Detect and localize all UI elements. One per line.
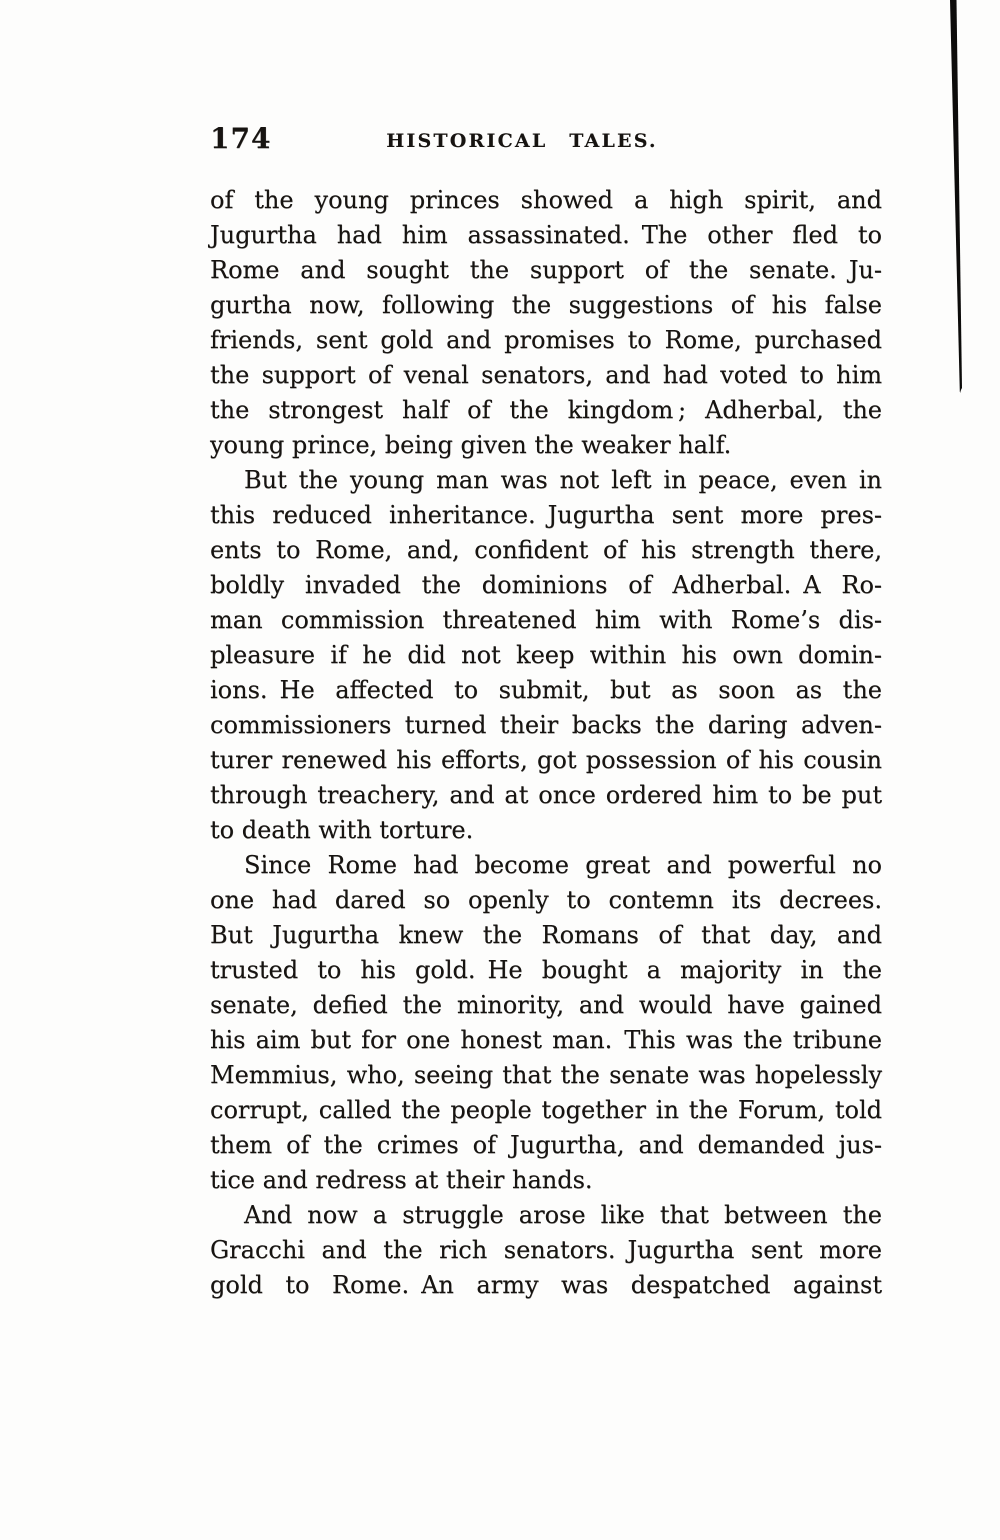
text-line: the support of venal senators, and had voted to him [210, 361, 882, 389]
text-line: corrupt, called the people together in the Forum, told [210, 1096, 882, 1124]
text-line: them of the crimes of Jugurtha, and demanded jus- [210, 1131, 882, 1159]
text-line: ions. He affected to submit, but as soon as the [210, 676, 882, 704]
text-line: ents to Rome, and, confident of his strength there, [210, 536, 882, 564]
text-line: turer renewed his efforts, got possession of his cousin [210, 746, 882, 774]
text-line: Jugurtha had him assassinated. The other fled to [210, 221, 882, 249]
text-line: trusted to his gold. He bought a majority in the [210, 956, 882, 984]
text-line: one had dared so openly to contemn its decrees. [210, 886, 882, 914]
text-line: young prince, being given the weaker half. [210, 431, 732, 459]
text-line: boldly invaded the dominions of Adherbal. A Ro- [210, 571, 882, 599]
text-line: man commission threatened him with Rome’s dis- [210, 606, 882, 634]
page-header [210, 122, 882, 158]
text-line: to death with torture. [210, 816, 474, 844]
text-line: pleasure if he did not keep within his own domin- [210, 641, 882, 669]
text-line: Gracchi and the rich senators. Jugurtha sent more [210, 1236, 882, 1264]
text-line: through treachery, and at once ordered him to be put [210, 781, 882, 809]
running-title: HISTORICAL TALES. [386, 130, 658, 152]
text-line: But Jugurtha knew the Romans of that day, and [210, 921, 882, 949]
text-line: tice and redress at their hands. [210, 1166, 593, 1194]
text-line: Since Rome had become great and powerful no [244, 851, 882, 879]
text-line: Memmius, who, seeing that the senate was hopelessly [210, 1061, 882, 1089]
text-line: this reduced inheritance. Jugurtha sent more pres- [210, 501, 882, 529]
text-line: Rome and sought the support of the senate. Ju- [210, 256, 882, 284]
page-number: 174 [210, 122, 272, 155]
text-line: friends, sent gold and promises to Rome, purchased [210, 326, 882, 354]
text-line: commissioners turned their backs the daring adven- [210, 711, 882, 739]
text-line: gurtha now, following the suggestions of his false [210, 291, 882, 319]
text-line: But the young man was not left in peace, even in [244, 466, 882, 494]
page-text [210, 183, 882, 1303]
text-line: senate, defied the minority, and would have gained [210, 991, 882, 1019]
text-line: gold to Rome. An army was despatched against [210, 1271, 882, 1299]
text-line: And now a struggle arose like that between the [244, 1201, 882, 1229]
text-line: his aim but for one honest man. This was the tribune [210, 1026, 882, 1054]
text-line: of the young princes showed a high spirit, and [210, 186, 882, 214]
text-line: the strongest half of the kingdom ; Adherbal, the [210, 396, 882, 424]
